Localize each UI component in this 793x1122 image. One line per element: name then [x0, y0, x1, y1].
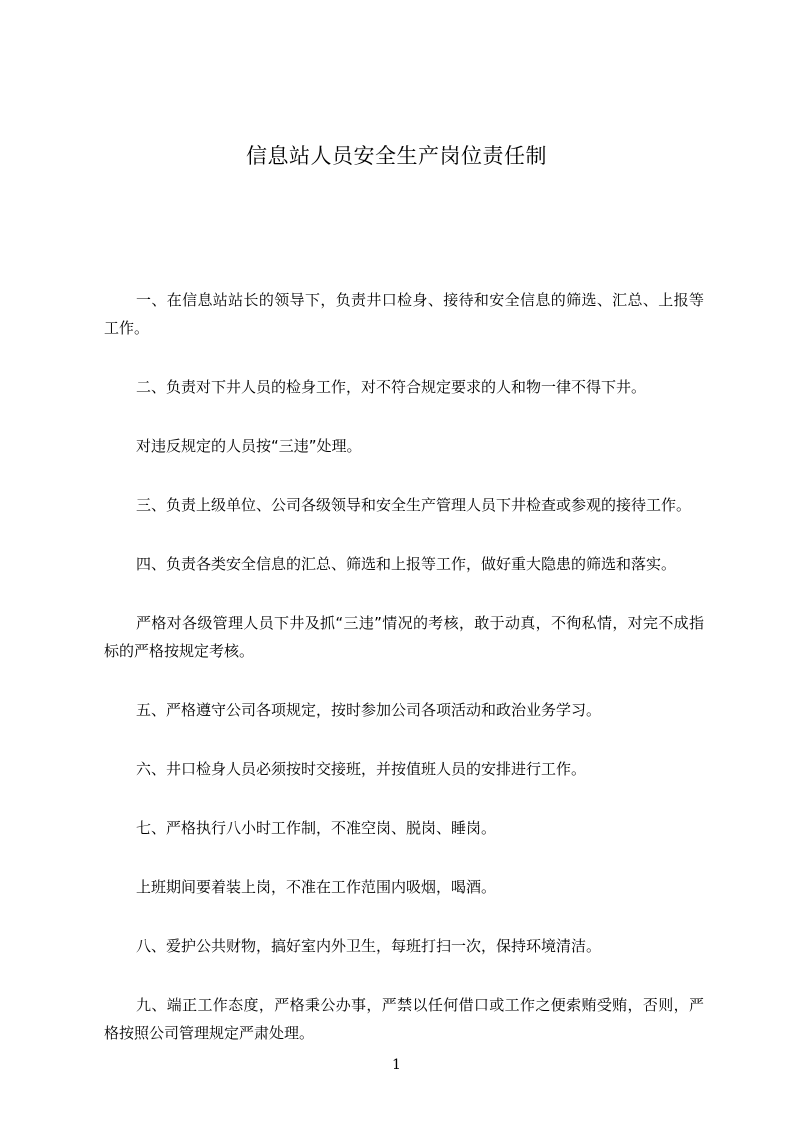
paragraph-7: 五、严格遵守公司各项规定，按时参加公司各项活动和政治业务学习。 [136, 701, 602, 719]
paragraph-12: 九、端正工作态度，严格秉公办事，严禁以任何借口或工作之便索贿受贿，否则，严格按照公司管理规定严肃处理。 [104, 996, 704, 1042]
page-number: 1 [392, 1057, 401, 1073]
paragraph-6: 严格对各级管理人员下井及抓“三违”情况的考核，敢于动真，不徇私情，对完不成指标的严格按规定考核。 [104, 614, 704, 660]
paragraph-8: 六、井口检身人员必须按时交接班，并按值班人员的安排进行工作。 [136, 760, 587, 778]
paragraph-2: 二、负责对下井人员的检身工作，对不符合规定要求的人和物一律不得下井。 [136, 378, 647, 396]
document-title: 信息站人员安全生产岗位责任制 [246, 144, 547, 168]
paragraph-5: 四、负责各类安全信息的汇总、筛选和上报等工作，做好重大隐患的筛选和落实。 [136, 555, 677, 573]
paragraph-11: 八、爱护公共财物，搞好室内外卫生，每班打扫一次，保持环境清洁。 [136, 937, 602, 955]
paragraph-3: 对违反规定的人员按“三违”处理。 [136, 437, 362, 455]
document-body [104, 286, 704, 1047]
paragraph-1: 一、在信息站站长的领导下，负责井口检身、接待和安全信息的筛选、汇总、上报等工作。 [104, 291, 704, 337]
paragraph-10: 上班期间要着装上岗，不准在工作范围内吸烟，喝酒。 [136, 878, 497, 896]
paragraph-9: 七、严格执行八小时工作制，不准空岗、脱岗、睡岗。 [136, 819, 497, 837]
paragraph-4: 三、负责上级单位、公司各级领导和安全生产管理人员下井检查或参观的接待工作。 [136, 496, 692, 514]
